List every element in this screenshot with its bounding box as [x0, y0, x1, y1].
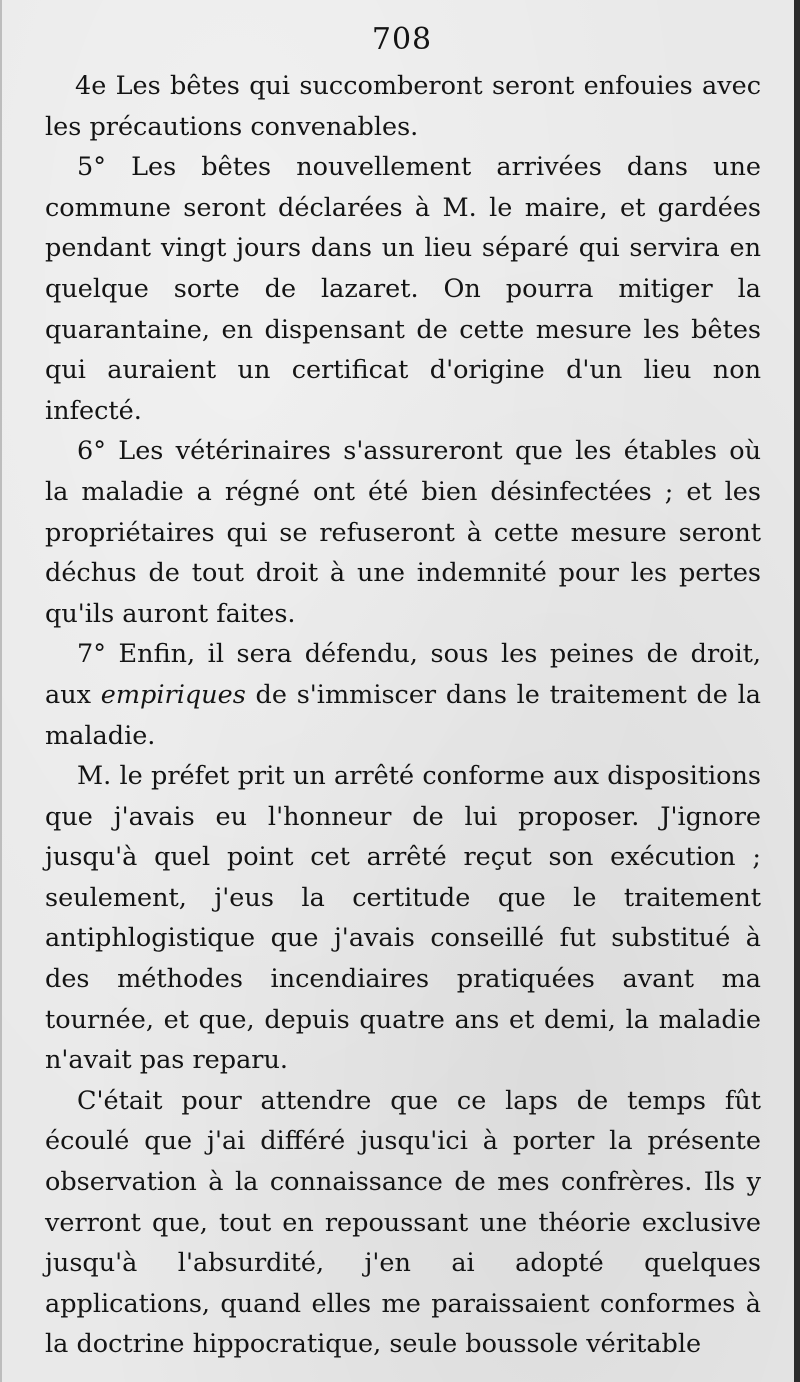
italic-word-empiriques: empiriques [100, 679, 246, 710]
paragraph-article-6: 6° Les vétérinaires s'assureront que les étables où la maladie a régné ont été bien désinfectées ; et les propriétaires qui se refuseront à cette mesure seront déchus de tout droit à une indemnité pour les pertes qu'ils auront faites. [45, 436, 761, 629]
paragraph-article-7 [45, 634, 761, 756]
paragraph-article-7-start: 7° Enfin, il sera défendu, sous les peines de droit, aux [45, 639, 761, 710]
paragraph-observation: C'était pour attendre que ce laps de temps fût écoulé que j'ai différé jusqu'ici à porter la présente observation à la connaissance de mes confrères. Ils y verront que, tout en repoussant une théorie exclusive jusqu'à l'absurdité, j'en ai adopté quelques applications, quand elles me paraissaient conformes à la doctrine hippocratique, seule boussole véritable [45, 1085, 761, 1360]
paragraph-article-7-end: de s'immiscer dans le traitement de la maladie. [45, 679, 761, 751]
page-body-text [45, 66, 761, 1365]
paragraph-prefect-decree: M. le préfet prit un arrêté conforme aux dispositions que j'avais eu l'honneur de lui proposer. J'ignore jusqu'à quel point cet arrêté reçut son exécution ; seulement, j'eus la certitude que le traitement antiphlogistique que j'avais conseillé fut substitué à des méthodes incendiaires pratiquées avant ma tournée, et que, depuis quatre ans et demi, la maladie n'avait pas reparu. [45, 761, 761, 1076]
paragraph-article-4: 4e Les bêtes qui succomberont seront enfouies avec les précautions convenables. [45, 71, 761, 142]
paragraph-article-5: 5° Les bêtes nouvellement arrivées dans une commune seront déclarées à M. le maire, et gardées pendant vingt jours dans un lieu séparé qui servira en quelque sorte de lazaret. On pourra mitiger la quarantaine, en dispensant de cette mesure les bêtes qui auraient un certificat d'origine d'un lieu non infecté. [45, 152, 761, 426]
page-number: 708 [371, 22, 433, 57]
